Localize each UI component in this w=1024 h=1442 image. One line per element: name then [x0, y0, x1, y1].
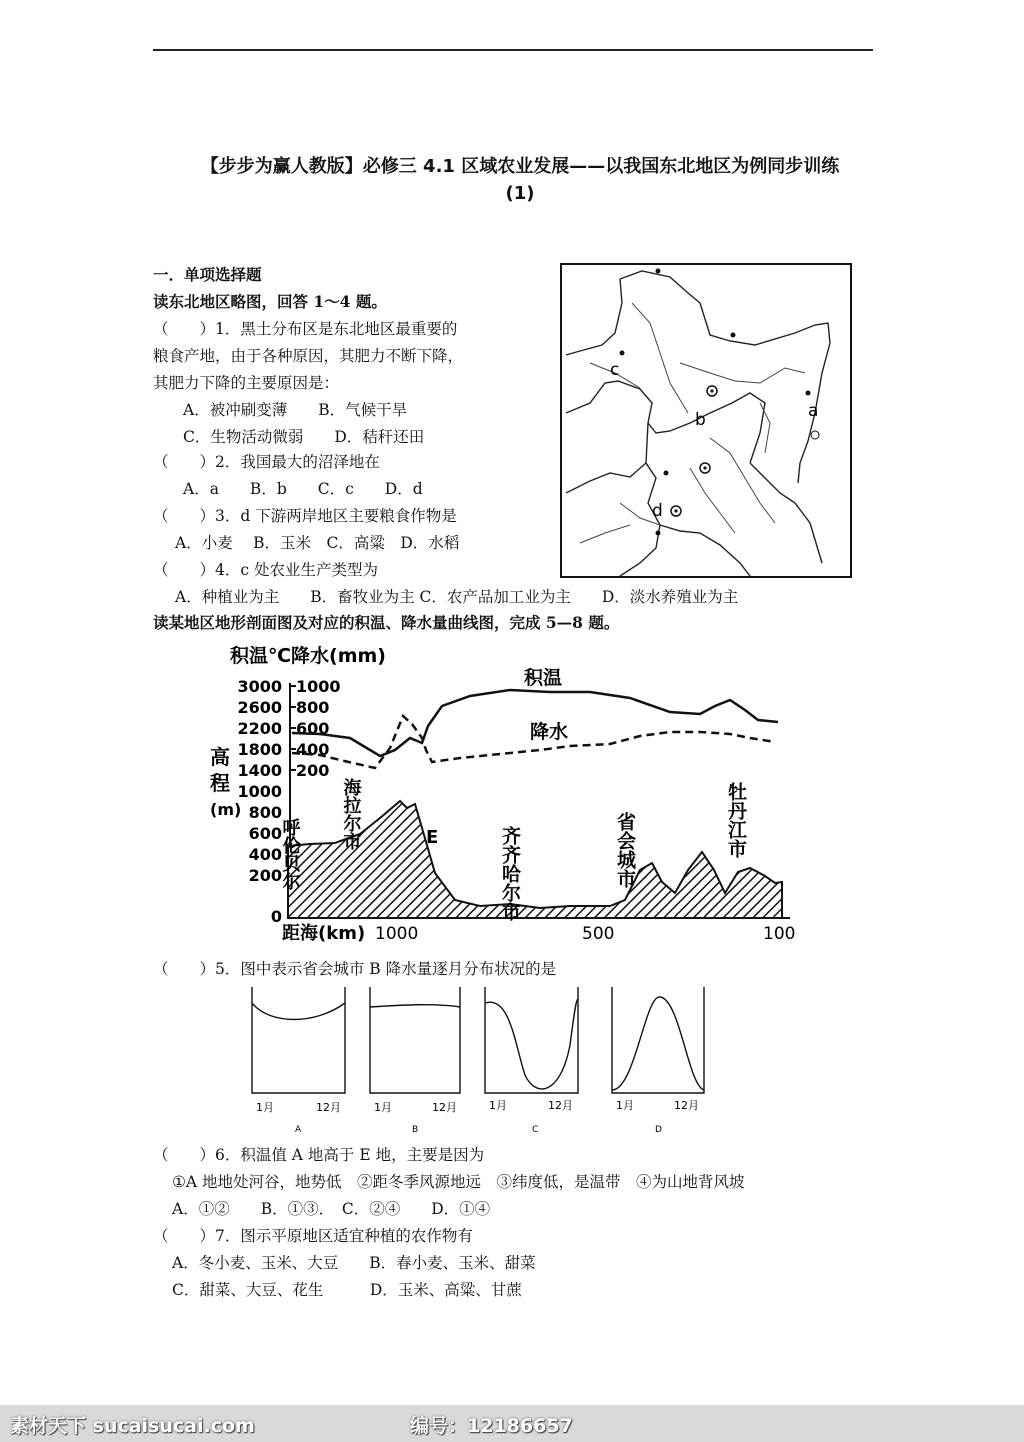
intro-1: 读东北地区略图，回答 1～4 题。 — [153, 292, 387, 311]
q6-options: A．①② B．①③． C．②④ D．①④ — [172, 1200, 491, 1218]
label-qiqihar: 齐齐哈尔市 — [499, 826, 521, 921]
label-city-1: 呼伦贝尔 — [279, 818, 301, 890]
chart-b-frame — [370, 987, 460, 1093]
lake — [811, 431, 819, 439]
town-dot — [806, 391, 811, 396]
elev-label-2: 程 — [210, 771, 230, 795]
q6-items: ①A 地地处河谷，地势低 ②距冬季风源地远 ③纬度低，是温带 ④为山地背风坡 — [172, 1173, 745, 1191]
svg-text:1月: 1月 — [256, 1101, 274, 1114]
label-hailar: 海拉尔市 — [340, 778, 362, 850]
city-marker-2-dot — [703, 466, 706, 469]
elev-label-1: 高 — [210, 745, 230, 769]
svg-text:A: A — [295, 1125, 302, 1135]
chart-c-frame — [485, 987, 578, 1093]
svg-text:1000: 1000 — [296, 677, 341, 696]
chart-d-curve — [612, 997, 704, 1090]
q2-options: A．a B．b C．c D．d — [183, 480, 423, 498]
small-chart-month-labels — [256, 1099, 699, 1114]
map-label-b: b — [695, 410, 706, 430]
profile-axis-title: 积温℃降水(mm) — [230, 645, 386, 667]
q3: （ ）3．d 下游两岸地区主要粮食作物是 — [153, 507, 457, 525]
q5: （ ）5．图中表示省会城市 B 降水量逐月分布状况的是 — [153, 960, 557, 978]
q1: （ ）1．黑土分布区是东北地区最重要的 — [153, 320, 458, 338]
svg-text:1月: 1月 — [489, 1099, 507, 1112]
label-e: E — [426, 827, 439, 848]
map-rivers — [580, 303, 805, 543]
svg-text:12月: 12月 — [432, 1101, 457, 1114]
elev-label-3: (m) — [210, 800, 242, 819]
svg-text:800: 800 — [248, 803, 282, 822]
q1-line2: 粮食产地，由于各种原因，其肥力不断下降， — [153, 347, 464, 365]
q1-line3: 其肥力下降的主要原因是： — [153, 374, 340, 392]
precip-ticks — [296, 677, 341, 780]
header-rule — [153, 49, 873, 51]
watermark-code: 编号：12186657 — [410, 1415, 573, 1437]
svg-text:D: D — [655, 1125, 662, 1135]
svg-text:600: 600 — [248, 824, 282, 843]
small-chart-letters — [295, 1125, 662, 1135]
q7-options-a: A．冬小麦、玉米、大豆 B．春小麦、玉米、甜菜 — [172, 1254, 536, 1272]
map-label-c: c — [610, 360, 620, 380]
q3-options: A．小麦 B．玉米 C．高粱 D．水稻 — [175, 534, 460, 552]
svg-text:1400: 1400 — [237, 761, 282, 780]
watermark-bar — [0, 1405, 1024, 1442]
chart-b-curve — [370, 1005, 460, 1007]
doc-title: 【步步为赢人教版】必修三 4.1 区域农业发展——以我国东北地区为例同步训练 — [200, 156, 840, 177]
svg-text:2600: 2600 — [237, 698, 282, 717]
svg-text:600: 600 — [296, 719, 330, 738]
q4: （ ）4．c 处农业生产类型为 — [153, 561, 378, 579]
town-dot — [664, 471, 669, 476]
precip-option-charts — [240, 985, 720, 1135]
q7: （ ）7．图示平原地区适宜种植的农作物有 — [153, 1227, 473, 1245]
town-dot — [731, 333, 736, 338]
chart-c-curve — [485, 999, 578, 1089]
map-label-a: a — [808, 401, 819, 421]
svg-text:C: C — [532, 1125, 539, 1135]
town-dot — [656, 269, 661, 274]
chart-a-curve — [252, 1003, 345, 1020]
svg-text:2200: 2200 — [237, 719, 282, 738]
watermark-site: 素材天下 sucaisucai.com — [10, 1415, 255, 1437]
q4-options: A．种植业为主 B．畜牧业为主 C．农产品加工业为主 D．淡水养殖业为主 — [175, 588, 739, 606]
section-heading: 一．单项选择题 — [153, 265, 262, 284]
label-precip: 降水 — [530, 721, 569, 743]
svg-text:3000: 3000 — [237, 677, 282, 696]
svg-text:12月: 12月 — [674, 1099, 699, 1112]
q6: （ ）6．积温值 A 地高于 E 地，主要是因为 — [153, 1146, 485, 1164]
x-axis-label: 距海(km) — [282, 923, 366, 944]
q1-options-a: A．被冲刷变薄 B．气候干旱 — [183, 401, 408, 419]
svg-text:B: B — [412, 1125, 419, 1135]
x-tick-100: 100 — [763, 924, 796, 944]
northeast-map — [560, 263, 852, 578]
svg-text:1800: 1800 — [237, 740, 282, 759]
svg-text:800: 800 — [296, 698, 330, 717]
terrain-profile-chart — [210, 638, 800, 948]
town-dot — [656, 531, 661, 536]
svg-text:400: 400 — [248, 845, 282, 864]
svg-text:1月: 1月 — [374, 1101, 392, 1114]
q7-options-b: C．甜菜、大豆、花生 D．玉米、高粱、甘蔗 — [172, 1281, 522, 1299]
q2: （ ）2．我国最大的沼泽地在 — [153, 453, 380, 471]
label-capital-city: 省会城市 — [614, 812, 636, 888]
doc-title-2: (1) — [505, 183, 535, 204]
town-dot — [620, 351, 625, 356]
intro-2: 读某地区地形剖面图及对应的积温、降水量曲线图，完成 5—8 题。 — [153, 613, 620, 632]
map-label-d: d — [652, 501, 663, 521]
svg-text:1000: 1000 — [237, 782, 282, 801]
svg-text:0: 0 — [270, 907, 282, 926]
x-tick-500: 500 — [582, 924, 615, 944]
svg-text:200: 200 — [296, 761, 330, 780]
terrain-area — [288, 801, 782, 918]
chart-a-frame — [252, 987, 345, 1093]
svg-text:1月: 1月 — [616, 1099, 634, 1112]
svg-text:400: 400 — [296, 740, 330, 759]
svg-text:200: 200 — [248, 866, 282, 885]
city-marker-3-dot — [674, 509, 677, 512]
city-marker-1-dot — [710, 389, 713, 392]
q1-options-b: C．生物活动微弱 D．秸秆还田 — [183, 428, 425, 446]
label-acc-temp: 积温 — [524, 667, 563, 689]
acc-temp-ticks — [237, 677, 282, 926]
svg-text:12月: 12月 — [548, 1099, 573, 1112]
svg-text:12月: 12月 — [316, 1101, 341, 1114]
label-mudanjiang: 牡丹江市 — [725, 782, 747, 858]
x-tick-1000: 1000 — [375, 924, 419, 944]
